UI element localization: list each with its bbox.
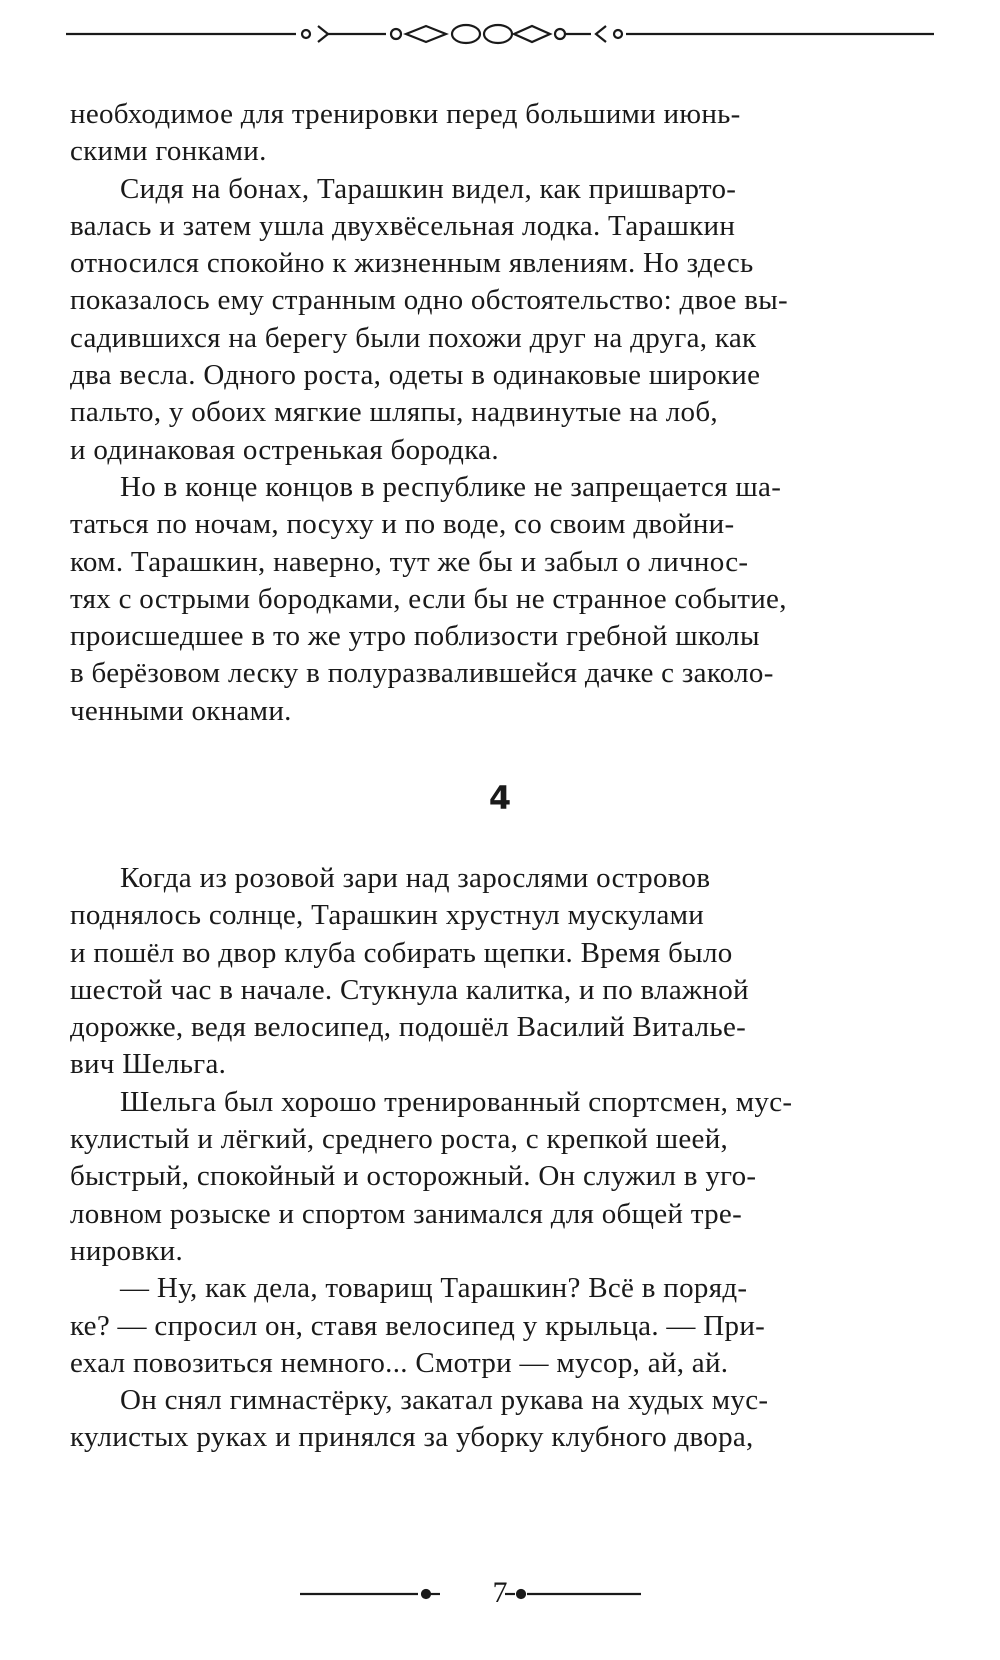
chapter-number: 4 [488,779,512,817]
paragraph: необходимое для тренировки перед большими июнь- скими гонками. [70,98,741,168]
text-block-upper [70,96,930,730]
paragraph: Он снял гимнастёрку, закатал рукава на худых мус- кулистых руках и принялся за уборку клубного двора, [70,1384,769,1454]
paragraph: — Ну, как дела, товарищ Тарашкин? Всё в поряд- ке? — спросил он, ставя велосипед у крыльца. — При- ехал повозиться немного... Смотри — мусор, ай, ай. [70,1272,766,1379]
paragraph: Шельга был хорошо тренированный спортсмен, мус- кулистый и лёгкий, среднего роста, с крепкой шеей, быстрый, спокойный и осторожный. Он служил в уго- ловном розыске и спортом занимался для общей тре- нировки. [70,1085,793,1267]
paragraph: Когда из розовой зари над зарослями островов поднялось солнце, Тарашкин хрустнул мускулами и пошёл во двор клуба собирать щепки. Время было шестой час в начале. Стукнула калитка, и по влажной дорожке, ведя велосипед, подошёл Василий Виталье- вич Шельга. [70,862,749,1081]
paragraph: Сидя на бонах, Тарашкин видел, как пришварто- валась и затем ушла двухвёсельная лодка. Тарашкин относился спокойно к жизненным явлениям. Но здесь показалось ему странным одно обстоятельство: двое вы- садившихся на берегу были похожи друг на друга, как два весла. Одного роста, одеты в одинаковые широкие пальто, у обоих мягкие шляпы, надвинутые на лоб, и одинаковая остренькая бородка. [70,172,788,466]
page-number: 7 [492,1576,508,1609]
text-block-lower [70,860,930,1457]
top-ornament [66,18,934,50]
paragraph: Но в конце концов в республике не запрещается ша- таться по ночам, посуху и по воде, со своим двойни- ком. Тарашкин, наверно, тут же бы и забыл о личнос- тях с острыми бородками, если бы не странное событие, происшедшее в то же утро поблизости гребной школы в берёзовом леску в полуразвалившейся дачке с заколо- ченными окнами. [70,470,787,727]
